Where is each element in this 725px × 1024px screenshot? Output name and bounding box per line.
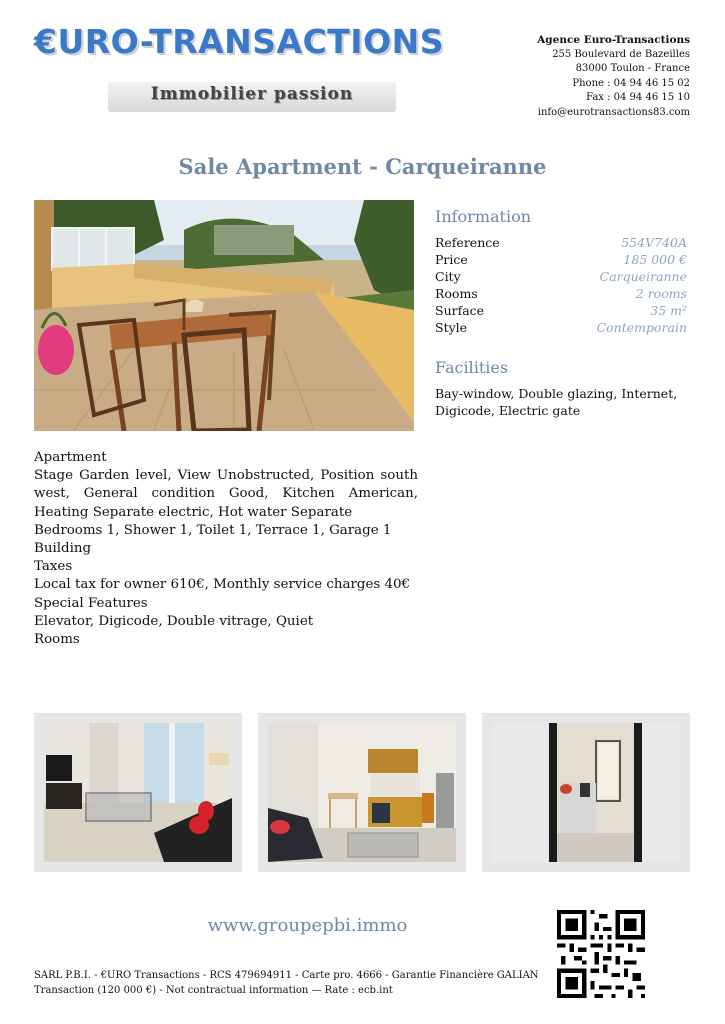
page-title: Sale Apartment - Carqueiranne [178,154,547,179]
info-label: Rooms [435,286,478,301]
description-line: Special Features [34,595,148,611]
info-label: Surface [435,303,485,318]
agency-name: Agence Euro-Transactions [537,34,690,46]
facilities-section [435,358,695,419]
description-line: Taxes [34,559,73,575]
description-line: Stage Garden level, View Unobstructed, Position south west, General condition Good, Kitchen American, Heating Separate electric, Hot water Separate [34,468,418,520]
thumbnail-living-room [34,713,242,872]
info-value: 2 rooms [635,286,687,301]
agency-email: info@eurotransactions83.com [537,106,690,118]
info-row-rooms [435,285,687,302]
logo-tagline: Immobilier passion [150,84,354,104]
thumbnail-kitchen [258,713,466,872]
logo-tagline-banner [108,82,396,112]
info-label: Price [435,252,468,267]
facilities-heading: Facilities [435,358,509,377]
info-row-city [435,268,687,285]
facilities-text: Bay-window, Double glazing, Internet, Digicode, Electric gate [435,386,678,418]
info-value: 185 000 € [623,252,687,267]
info-value: Contemporain [596,320,687,335]
info-value: Carqueiranne [599,269,687,284]
info-row-surface [435,302,687,319]
logo-wordmark: €URO-TRANSACTIONS [34,22,445,61]
info-label: Style [435,320,468,335]
company-logo [34,22,474,114]
qr-code [557,910,645,998]
website-link[interactable]: www.groupepbi.immo [207,915,408,936]
bedroom-photo [492,723,680,862]
info-row-price [435,251,687,268]
agency-contact-block [537,33,690,121]
living-room-photo [44,723,232,862]
info-label: Reference [435,235,500,250]
kitchen-photo [268,723,456,862]
info-row-style [435,319,687,336]
description-line: Rooms [34,632,80,648]
information-section [435,207,687,336]
info-row-reference [435,234,687,251]
thumbnail-bedroom [482,713,690,872]
info-label: City [435,269,461,284]
description-line: Local tax for owner 610€, Monthly service charges 40€ [34,577,411,593]
agency-fax: Fax : 04 94 46 15 10 [586,92,690,104]
description-line: Apartment [34,450,107,465]
footer-line: Transaction (120 000 €) - Not contractual information — Rate : ecb.int [34,985,393,996]
info-value: 35 m² [650,303,687,318]
agency-phone: Phone : 04 94 46 15 02 [572,77,690,89]
agency-city: 83000 Toulon - France [575,63,690,75]
description-line: Bedrooms 1, Shower 1, Toilet 1, Terrace 1, Garage 1 [34,522,392,538]
property-description [34,449,418,649]
description-line: Elevator, Digicode, Double vitrage, Quiet [34,613,314,629]
information-heading: Information [435,207,532,226]
legal-footer [34,968,544,998]
description-line: Building [34,541,92,557]
agency-address: 255 Boulevard de Bazeilles [552,48,690,60]
main-property-photo [34,200,414,431]
footer-line: SARL P.B.I. - €URO Transactions - RCS 479694911 - Carte pro. 4666 - Garantie Financière GALIAN [34,970,539,981]
info-value: 554V740A [621,235,687,250]
